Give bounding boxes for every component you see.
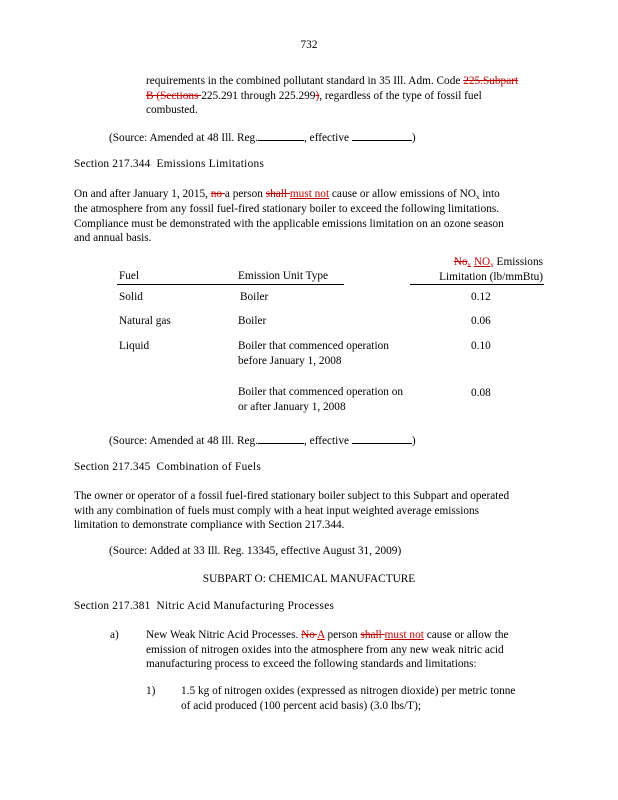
para-line: On and after January 1, 2015, no a person shall must not cause or allow emissions of $NO_x$ into [74,188,500,201]
table-header-limit: $No_x$ $NO_x$ Emissions Limitation (lb/mmBtu) [439,256,543,284]
deleted-text: no [210,188,225,200]
para-line: limitation to demonstrate compliance with Section 217.344. [74,519,345,532]
table-cell-fuel: Liquid [119,340,150,352]
table-cell-limit: 0.12 [471,291,491,303]
table-header-unit-type: Emission Unit Type [238,270,329,282]
source-note-1: (Source: Amended at 48 Ill. Reg. , effective ) [109,129,416,146]
intro-paragraph [146,74,566,118]
inserted-text: must not [289,188,330,200]
deleted-text: shall [265,188,290,200]
deleted-text: 225.Subpart [463,75,519,87]
table-cell-unit: Boiler that commenced operation before January 1, 2008 [238,340,389,367]
deleted-text: B (Sections [146,89,202,102]
header-rule [117,284,344,285]
table-cell-unit: Boiler [238,315,267,327]
deleted-text: No [301,629,318,641]
table-cell-fuel: Solid [119,291,143,303]
subpart-heading: SUBPART O: CHEMICAL MANUFACTURE [202,573,416,585]
para-line: of acid produced (100 percent acid basis) (3.0 lbs/T); [181,699,421,712]
deleted-text: ) [315,89,320,102]
intro-line-2: B (Sections 225.291 through 225.299), regardless of the type of fossil fuel [146,89,482,102]
table-cell-limit: 0.08 [471,387,491,399]
section-heading-345: Section 217.345 Combination of Fuels [74,461,262,473]
section-heading-381: Section 217.381 Nitric Acid Manufacturing Processes [74,600,335,612]
para-line: manufacturing process to exceed the following standards and limitations: [146,658,477,671]
table-cell-unit: Boiler that commenced operation on or after January 1, 2008 [238,386,404,413]
intro-line-3: combusted. [146,104,198,117]
page-number: 732 [300,39,318,51]
blank-field [352,432,412,444]
para-line: New Weak Nitric Acid Processes. No A person shall must not cause or allow the [146,629,509,641]
blank-field [352,129,412,141]
section-345-paragraph [74,489,554,533]
source-note-2: (Source: Amended at 48 Ill. Reg. , effective ) [109,432,416,449]
item-1-text [181,684,561,713]
para-line: emission of nitrogen oxides into the atmosphere from any new weak nitric acid [146,643,504,656]
para-line: Compliance must be demonstrated with the applicable emissions limitation on an ozone season [74,217,504,230]
item-a-label: a) [110,629,119,641]
item-a-text [146,628,566,672]
item-1-label: 1) [146,685,156,697]
para-line: the atmosphere from any fossil fuel-fired stationary boiler to exceed the following limitations. [74,203,500,216]
section-heading-344: Section 217.344 Emissions Limitations [74,158,265,170]
para-line: and annual basis. [74,232,152,245]
source-note-3: (Source: Added at 33 Ill. Reg. 13345, effective August 31, 2009) [109,545,402,557]
table-header-fuel: Fuel [119,270,140,282]
inserted-text: A [317,629,325,641]
deleted-text: shall [360,629,385,641]
deleted-text: $No_x$ [453,256,472,269]
table-cell-limit: 0.06 [471,315,491,327]
table-cell-limit: 0.10 [471,340,491,352]
inserted-text: must not [384,629,424,641]
header-rule [410,284,544,285]
table-cell-fuel: Natural gas [119,315,171,327]
para-line: with any combination of fuels must comply with a heat input weighted average emissions [74,504,480,517]
blank-field [258,432,304,444]
section-344-paragraph [74,187,554,246]
para-line: The owner or operator of a fossil fuel-fired stationary boiler subject to this Subpart and operated [74,490,510,502]
table-cell-unit: Boiler [240,291,269,303]
inserted-text: $NO_x$ [473,256,494,269]
intro-line-1: requirements in the combined pollutant standard in 35 Ill. Adm. Code 225.Subpart [146,75,519,87]
blank-field [258,129,304,141]
para-line: 1.5 kg of nitrogen oxides (expressed as nitrogen dioxide) per metric tonne [181,685,516,697]
